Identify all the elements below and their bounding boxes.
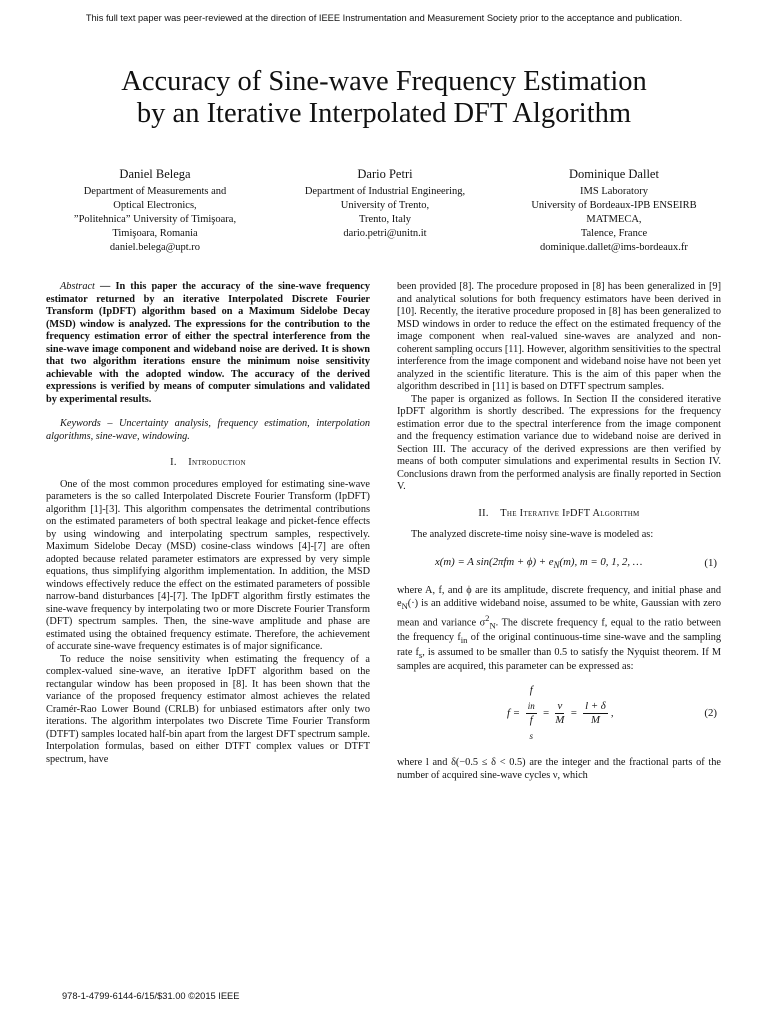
section-title: Introduction — [188, 457, 246, 468]
title-line-2: by an Iterative Interpolated DFT Algorithm — [136, 98, 632, 129]
subscript-in: in — [460, 635, 468, 646]
abstract-label: Abstract — [60, 281, 95, 292]
author-email[interactable]: daniel.belega@upt.ro — [109, 242, 201, 253]
equation-number: (1) — [704, 557, 717, 570]
after-equation-2: where l and δ(−0.5 ≤ δ < 0.5) are the integer and the fractional parts of the number of acquired sine-wave cycles ν, which — [397, 757, 721, 781]
affiliation-line: Trento, Italy — [358, 214, 412, 225]
affiliation-line: IMS Laboratory — [580, 186, 648, 197]
peer-review-notice: This full text paper was peer-reviewed at the direction of IEEE Instrumentation and Measurement Society prior to the acceptance and publication. — [85, 13, 683, 23]
after-equation-1 — [397, 585, 721, 674]
section-numeral: I. — [170, 457, 177, 468]
denominator: f — [529, 713, 533, 726]
denominator-sub: s — [529, 731, 533, 742]
equation-2 — [397, 684, 721, 743]
superscript-2: 2 — [485, 613, 490, 624]
fraction — [555, 700, 564, 727]
abstract-text: — In this paper the accuracy of the sine-wave frequency estimator returned by an iterative Interpolated Discrete Fourier Transform (IpDFT) algorithm based on a Maximum Sidelobe Decay (MSD) window is analyzed. The expressions for the contribution to the frequency estimation error of either the spectral interference from the sine-wave image component and wideband noise are derived. It is shown that two algorithm iterations ensure the minimum noise sensitivity achievable with the adopted window. The accuracy of the derived expressions is verified by means of computer simulations and validated by experimental results. — [46, 281, 370, 405]
author-block-petri — [270, 166, 500, 241]
numerator-sub: in — [527, 700, 535, 711]
author-block-belega — [40, 166, 270, 255]
author-block-dallet — [500, 166, 728, 255]
author-email[interactable]: dario.petri@unitn.it — [343, 228, 427, 239]
section-numeral: II. — [478, 507, 489, 519]
equals: = — [542, 706, 550, 719]
intro-paragraph-1: One of the most common procedures employed for estimating sine-wave parameters is the so called Interpolated Discrete Fourier Transform (IpDFT) algorithm [1]-[3]. This algorithm compensates the detrimental contributions on the estimated parameters of both spectral leakage and picket-fence effects by using windowing and interpolating spectrum samples, respectively. Maximum Sidelobe Decay (MSD) cosine-class windows [4]-[7] are often adopted because related parameter estimators are expressed by very simple equations, thus simplifying algorithm implementation. In addition, the MSD windows effectively reduce the effect on the estimated parameters of possible narrow-band disturbances [4]-[7]. The IpDFT algorithm firstly estimates the sine-wave frequency by interpolating two or more Discrete Fourier Transform (DFT) spectrum samples. Then, the sine-wave amplitude and phase are estimated using the obtained frequency estimate. Therefore, the achievement of accurate sine-wave frequency estimates is of major significance. — [46, 478, 370, 652]
equation-number: (2) — [704, 707, 717, 720]
subscript-n: N — [489, 620, 496, 631]
paper-title — [40, 66, 728, 130]
right-paragraph-2: The paper is organized as follows. In Section II the considered iterative IpDFT algorithm is shortly described. The expressions for the frequency estimation error due to the spectral interference from the image component and the frequency estimation variance due to wideband noise are derived in Section III. The accuracy of the derived expressions are then verified by means of both computer simulations and experimental results in Section IV. Conclusions drawn from the performed analysis are finally reported in Section V. — [397, 393, 721, 492]
text-run: . The discrete frequency f, equal to the ratio between the frequency f — [397, 617, 721, 644]
text-run: where A, f, and ϕ are its amplitude, discrete frequency, and initial phase and e — [397, 585, 721, 609]
affiliation-line: Timişoara, Romania — [112, 228, 198, 239]
numerator: l + δ — [585, 699, 606, 712]
author-email[interactable]: dominique.dallet@ims-bordeaux.fr — [540, 242, 688, 253]
eq1-sub: N — [553, 559, 560, 570]
left-column — [46, 281, 370, 766]
copyright-footer: 978-1-4799-6144-6/15/$31.00 ©2015 IEEE — [62, 991, 240, 1001]
fraction — [583, 700, 608, 727]
eq2-lhs: f = — [507, 706, 520, 719]
title-line-1: Accuracy of Sine-wave Frequency Estimation — [121, 66, 647, 97]
subscript-s: s — [418, 649, 423, 660]
intro-paragraph-2: To reduce the noise sensitivity when estimating the frequency of a complex-valued sine-wave, an iterative IpDFT algorithm based on the rectangular window has been proposed in [8]. It has been shown that the variance of the proposed frequency estimator almost achieves the related Cramér-Rao Lower Bound (CRLB) for unbiased estimators after only two iterations. The algorithm interpolates two Discrete Time Fourier Transform (DTFT) samples located half-bin apart from the largest DFT spectrum sample. Interpolation formulas, based on either DTFT complex values or DTFT spectrum, have — [46, 653, 370, 765]
affiliation-line: University of Trento, — [340, 200, 430, 211]
author-name: Daniel Belega — [119, 167, 191, 181]
keywords: Keywords – Uncertainty analysis, frequency estimation, interpolation algorithms, sine-wave, windowing. — [46, 418, 370, 442]
denominator: M — [590, 713, 600, 726]
right-column — [397, 281, 721, 782]
affiliation-line: University of Bordeaux-IPB ENSEIRB — [531, 200, 697, 211]
equals: = — [570, 706, 578, 719]
subscript-n: N — [401, 600, 408, 611]
affiliation-line: ”Politehnica” University of Timişoara, — [73, 214, 237, 225]
eq1-lhs: x(m) = A sin(2πfm + ϕ) + e — [435, 555, 554, 568]
model-intro: The analyzed discrete-time noisy sine-wave is modeled as: — [411, 529, 654, 540]
affiliation-line: Department of Measurements and — [83, 186, 227, 197]
text-run: , is assumed to be smaller than 0.5 to satisfy the Nyquist theorem. If M samples are acquired, this parameter can be expressed as: — [397, 646, 722, 673]
eq1-rest: (m), m = 0, 1, 2, … — [559, 555, 643, 568]
affiliation-line: Department of Industrial Engineering, — [304, 186, 466, 197]
affiliation-line: Optical Electronics, — [113, 200, 197, 211]
equation-1-body — [435, 556, 642, 572]
equation-1 — [397, 556, 721, 572]
numerator: f — [529, 683, 533, 696]
author-name: Dominique Dallet — [569, 167, 659, 181]
text-run: (·) is an additive wideband noise, assumed to be white, Gaussian with zero mean and variance σ — [397, 597, 721, 629]
section-title: The Iterative IpDFT Algorithm — [500, 507, 640, 519]
right-paragraph-1: been provided [8]. The procedure proposed in [8] has been generalized in [9] and analytical solutions for both frequency estimators have been derived in [10]. Recently, the iterative procedure proposed in [8] has been generalized to MSD windows in order to reduce the effect on the estimated frequency of the image component when real-valued sine-waves are analyzed and non-coherent sampling occurs [11]. However, algorithm sensitivities to the spectral interference from the image component and wideband noise have not been yet analyzed in the scientific literature. This is the aim of this paper when the algorithm described in [11] is based on DTFT spectrum samples. — [397, 281, 721, 392]
section-heading-algorithm — [397, 508, 721, 521]
denominator: M — [555, 713, 565, 726]
affiliation-line: Talence, France — [580, 228, 648, 239]
numerator: ν — [555, 700, 564, 714]
abstract — [46, 281, 370, 406]
author-name: Dario Petri — [357, 167, 413, 181]
section-heading-introduction — [46, 457, 370, 470]
equation-2-body: f = f $_{in}$ f $_s$ = $\frac{\nu}{M}$ = $\frac{l + \delta}{M}$ , — [507, 683, 614, 742]
text-run: of the original continuous-time sine-wave and the sampling rate f — [397, 632, 721, 658]
affiliation-line: MATMECA, — [586, 214, 642, 225]
fraction — [526, 684, 537, 743]
